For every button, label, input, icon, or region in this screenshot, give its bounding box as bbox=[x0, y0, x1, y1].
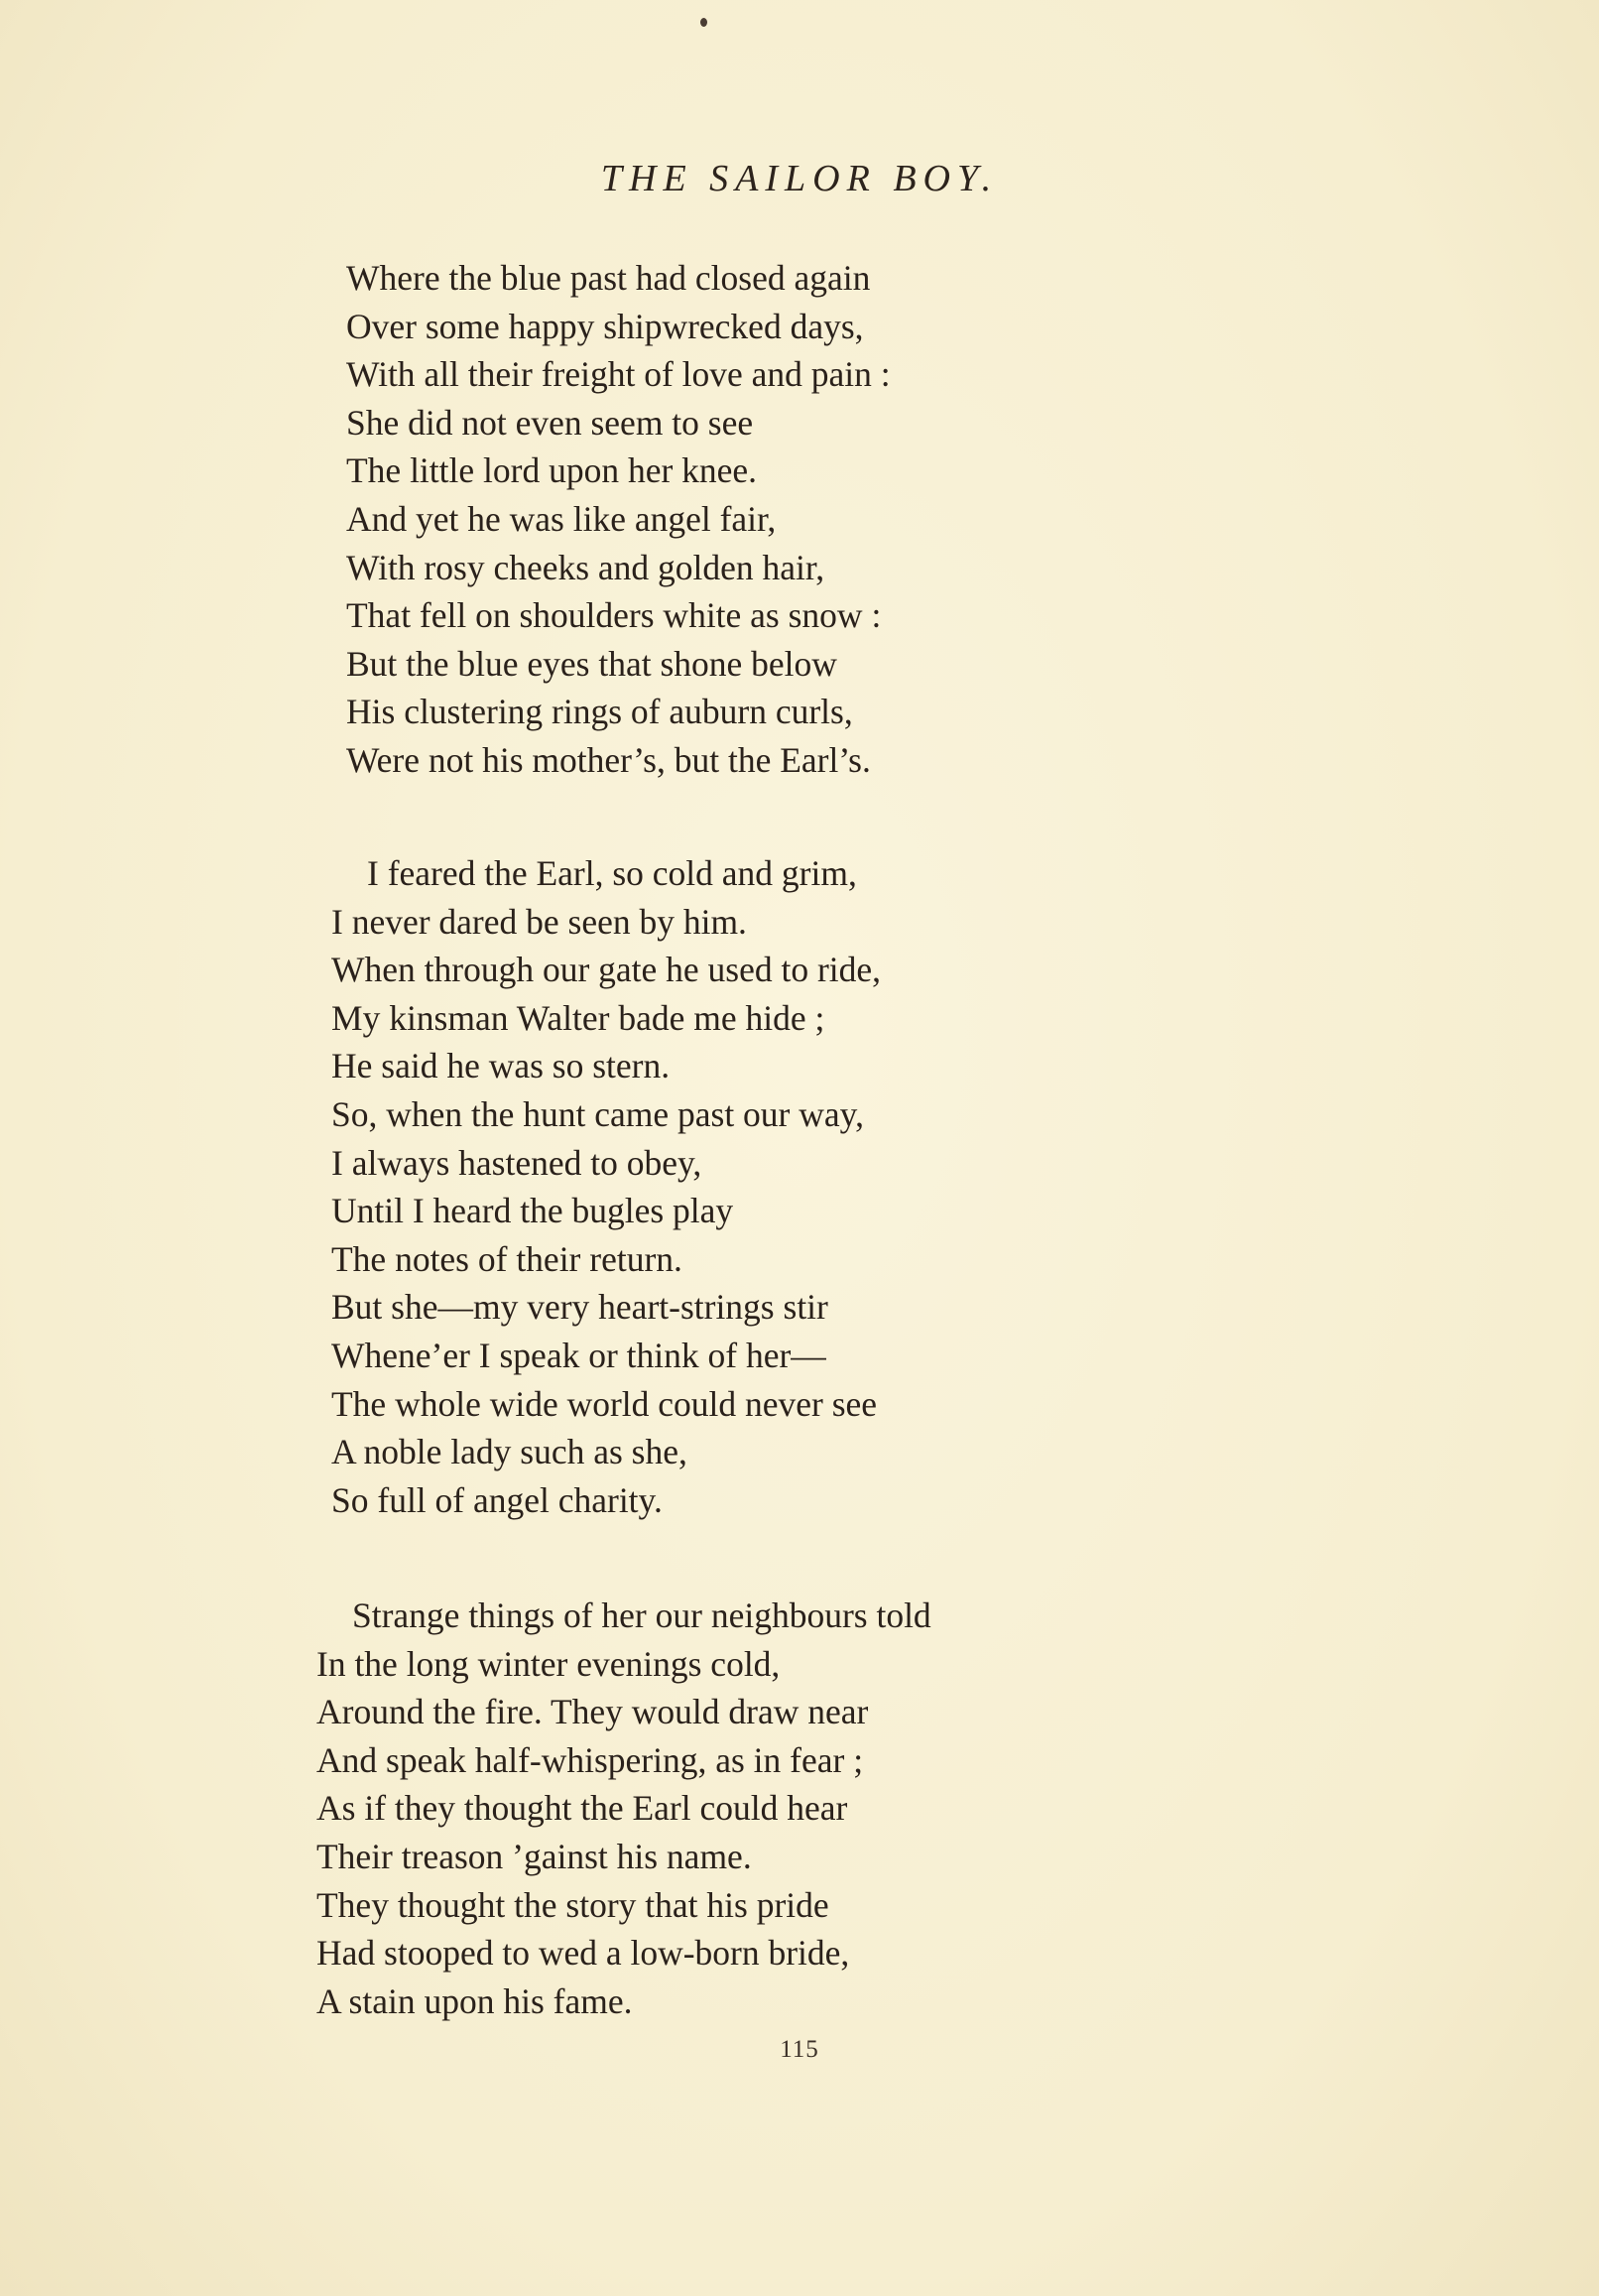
verse-line: I never dared be seen by him. bbox=[331, 901, 747, 942]
verse-line: Were not his mother’s, but the Earl’s. bbox=[346, 739, 871, 780]
stanza-2 bbox=[331, 849, 881, 1524]
verse-line: That fell on shoulders white as snow : bbox=[346, 595, 882, 636]
verse-line: The whole wide world could never see bbox=[331, 1383, 878, 1424]
verse-line: But she—my very heart-strings stir bbox=[331, 1287, 828, 1328]
verse-line: Until I heard the bugles play bbox=[331, 1191, 734, 1231]
verse-line: I always hastened to obey, bbox=[331, 1142, 702, 1183]
verse-line: As if they thought the Earl could hear bbox=[316, 1788, 848, 1829]
verse-line: But the blue eyes that shone below bbox=[346, 643, 837, 684]
verse-line: The notes of their return. bbox=[331, 1238, 682, 1279]
verse-line-first: I feared the Earl, so cold and grim, bbox=[367, 853, 857, 893]
verse-line: Over some happy shipwrecked days, bbox=[346, 306, 864, 346]
verse-line: She did not even seem to see bbox=[346, 402, 754, 443]
verse-line: So full of angel charity. bbox=[331, 1479, 663, 1520]
verse-line: With all their freight of love and pain : bbox=[346, 354, 891, 395]
verse-line-first: Strange things of her our neighbours told bbox=[352, 1595, 931, 1635]
verse-line: Their treason ’gainst his name. bbox=[316, 1836, 752, 1876]
verse-line: They thought the story that his pride bbox=[316, 1884, 829, 1925]
verse-line: A noble lady such as she, bbox=[331, 1432, 687, 1472]
verse-line: My kinsman Walter bade me hide ; bbox=[331, 997, 825, 1038]
verse-line: Whene’er I speak or think of her— bbox=[331, 1335, 826, 1375]
verse-line: A stain upon his fame. bbox=[316, 1980, 633, 2021]
verse-line: Around the fire. They would draw near bbox=[316, 1692, 869, 1732]
verse-line: So, when the hunt came past our way, bbox=[331, 1093, 864, 1134]
ink-speck bbox=[700, 18, 707, 27]
verse-line: In the long winter evenings cold, bbox=[316, 1643, 781, 1684]
verse-line: With rosy cheeks and golden hair, bbox=[346, 547, 825, 587]
verse-line: The little lord upon her knee. bbox=[346, 450, 758, 491]
stanza-3 bbox=[316, 1592, 931, 2025]
page-number: 115 bbox=[780, 2036, 819, 2063]
verse-line: Had stooped to wed a low-born bride, bbox=[316, 1933, 850, 1974]
verse-line: His clustering rings of auburn curls, bbox=[346, 692, 853, 732]
verse-line: When through our gate he used to ride, bbox=[331, 950, 882, 990]
verse-line: Where the blue past had closed again bbox=[346, 258, 871, 298]
verse-line: And yet he was like angel fair, bbox=[346, 498, 777, 539]
verse-line: And speak half-whispering, as in fear ; bbox=[316, 1739, 864, 1780]
stanza-1 bbox=[346, 254, 891, 785]
running-head: THE SAILOR BOY. bbox=[600, 158, 999, 199]
verse-line: He said he was so stern. bbox=[331, 1046, 671, 1086]
